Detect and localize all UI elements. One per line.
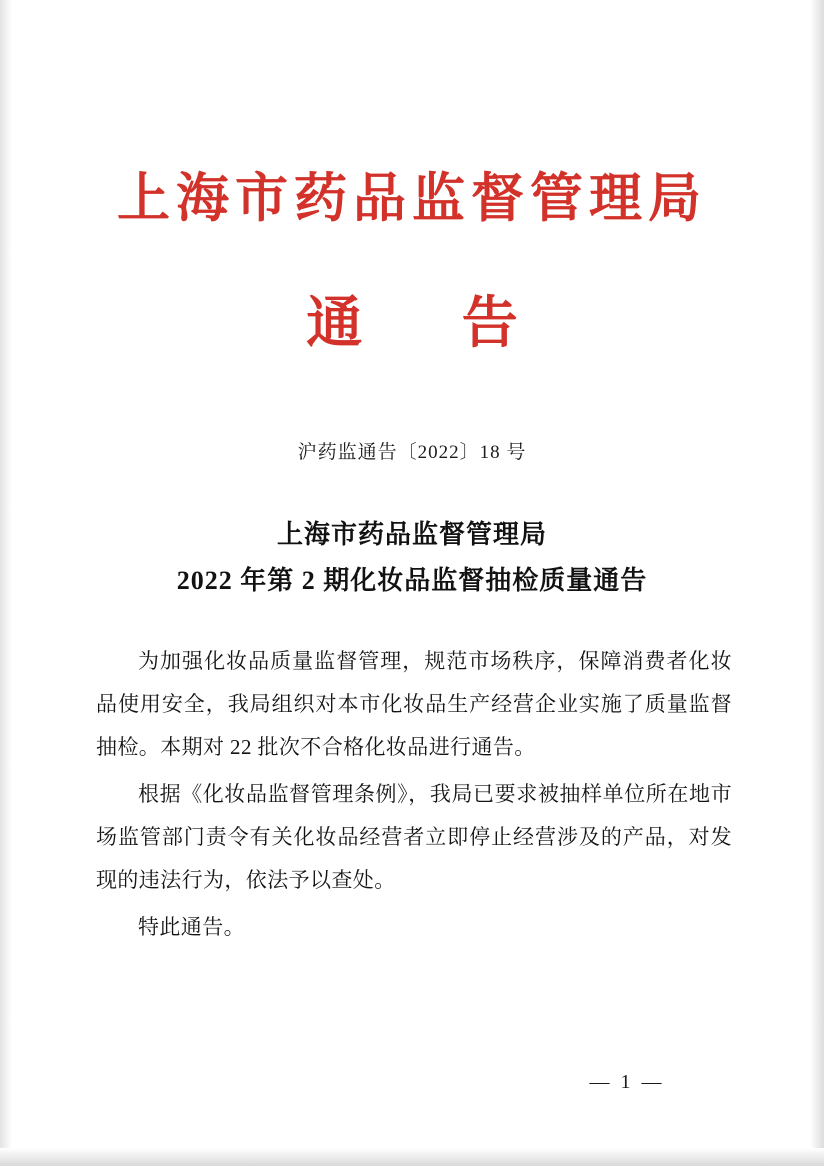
masthead-title: 上海市药品监督管理局: [117, 167, 707, 229]
document-title-line-1: 上海市药品监督管理局: [276, 520, 547, 549]
body-paragraph: 特此通告。: [138, 915, 245, 939]
scan-edge-bottom: [0, 1148, 824, 1166]
document-number: 沪药监通告〔2022〕18 号: [297, 442, 527, 463]
page-number-label: — 1 —: [589, 1071, 665, 1093]
body-paragraph: 根据《化妆品监督管理条例》，我局已要求被抽样单位所在地市场监管部门责令有关化妆品经营者立即停止经营涉及的产品，对发现的违法行为，依法予以查处。: [96, 782, 732, 892]
document-body: [96, 640, 732, 953]
masthead-subtitle: 通 告: [306, 290, 558, 356]
body-paragraph: 为加强化妆品质量监督管理，规范市场秩序，保障消费者化妆品使用安全，我局组织对本市化妆品生产经营企业实施了质量监督抽检。本期对 22 批次不合格化妆品进行通告。: [96, 649, 732, 759]
document-title-line-2: 2022 年第 2 期化妆品监督抽检质量通告: [176, 565, 648, 595]
document-title: [0, 512, 824, 603]
page-number: [0, 1071, 824, 1094]
